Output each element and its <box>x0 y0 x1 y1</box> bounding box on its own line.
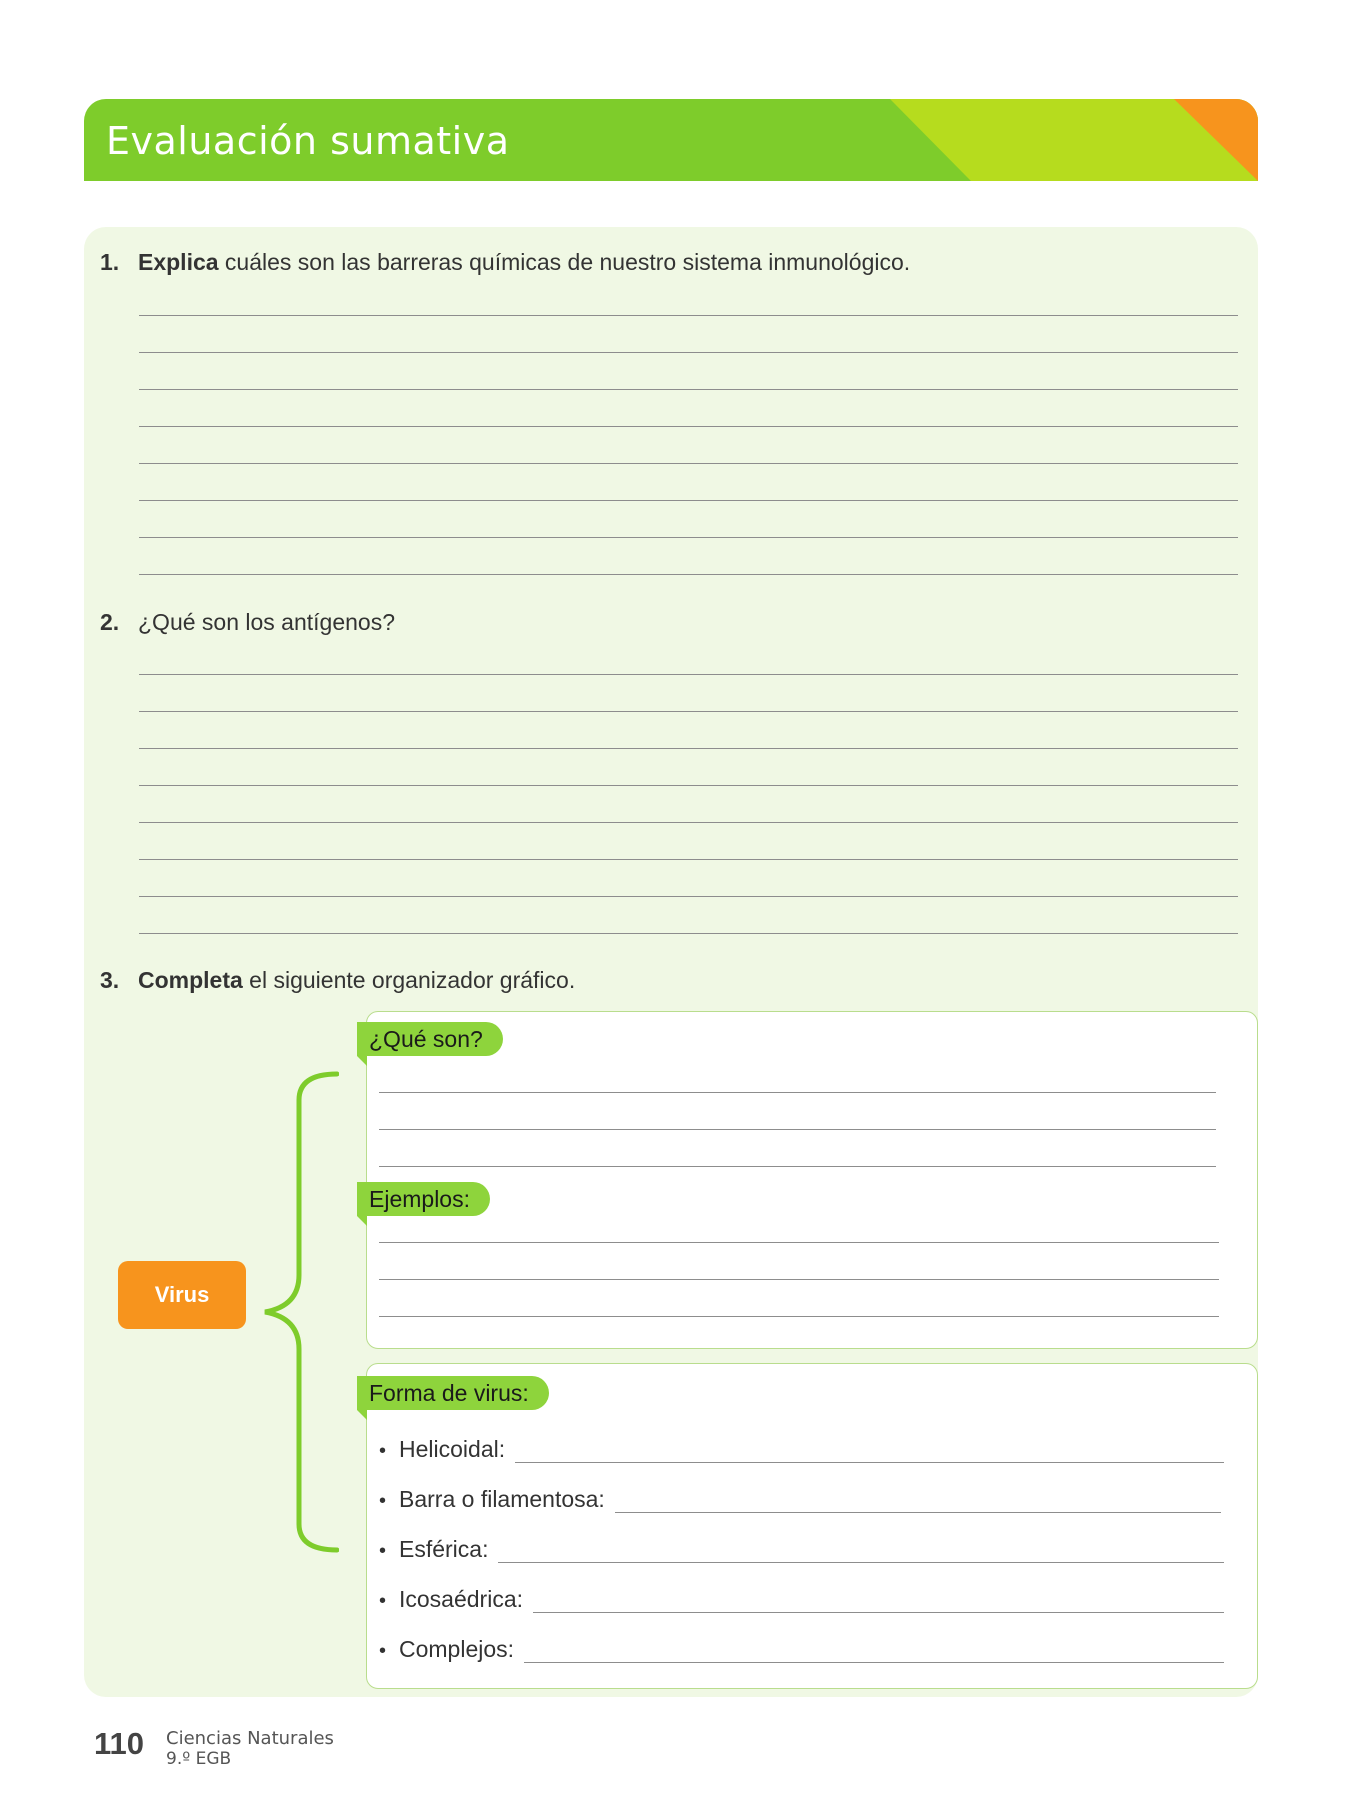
definition-lines[interactable] <box>379 1056 1216 1167</box>
question-3 <box>100 967 575 994</box>
shape-answer-line[interactable] <box>533 1587 1224 1613</box>
tag-tail <box>357 1410 367 1420</box>
answer-line[interactable] <box>139 279 1238 316</box>
bullet-icon: • <box>379 1440 387 1462</box>
tag-examples: Ejemplos: <box>357 1182 490 1216</box>
virus-node: Virus <box>118 1261 246 1329</box>
section-title: Evaluación sumativa <box>106 119 510 163</box>
shape-label: Esférica: <box>399 1536 489 1562</box>
shape-label: Complejos: <box>399 1636 515 1662</box>
answer-lines-1[interactable] <box>139 279 1238 575</box>
question-number: 1. <box>100 249 120 275</box>
answer-line[interactable] <box>139 675 1238 712</box>
footer-subject: Ciencias Naturales <box>166 1728 334 1749</box>
shape-label: Barra o filamentosa: <box>399 1486 605 1512</box>
answer-line[interactable] <box>139 316 1238 353</box>
bullet-icon: • <box>379 1540 387 1562</box>
footer-grade: 9.º EGB <box>166 1749 232 1769</box>
question-text: ¿Qué son los antígenos? <box>138 609 395 635</box>
activity-panel <box>84 227 1258 1697</box>
bullet-icon: • <box>379 1590 387 1612</box>
answer-line[interactable] <box>139 712 1238 749</box>
answer-lines-2[interactable] <box>139 638 1238 934</box>
shape-item <box>379 1586 1224 1613</box>
answer-line[interactable] <box>379 1093 1216 1130</box>
curly-brace <box>259 1070 339 1554</box>
question-verb: Explica <box>138 249 219 275</box>
tag-what-are: ¿Qué son? <box>357 1022 503 1056</box>
question-2 <box>100 609 395 636</box>
answer-line[interactable] <box>379 1243 1219 1280</box>
answer-line[interactable] <box>139 464 1238 501</box>
question-text: el siguiente organizador gráfico. <box>242 967 576 993</box>
tag-tail <box>357 1056 367 1066</box>
shape-item <box>379 1536 1224 1563</box>
answer-line[interactable] <box>139 353 1238 390</box>
shape-answer-line[interactable] <box>524 1637 1224 1663</box>
examples-lines[interactable] <box>379 1206 1219 1317</box>
shape-answer-line[interactable] <box>515 1437 1224 1463</box>
question-1 <box>100 249 910 276</box>
page-number: 110 <box>94 1726 145 1761</box>
answer-line[interactable] <box>379 1206 1219 1243</box>
bullet-icon: • <box>379 1490 387 1512</box>
shape-item <box>379 1436 1224 1463</box>
question-number: 3. <box>100 967 120 993</box>
shape-answer-line[interactable] <box>498 1537 1224 1563</box>
answer-line[interactable] <box>139 501 1238 538</box>
shapes-box <box>366 1363 1258 1689</box>
answer-line[interactable] <box>139 390 1238 427</box>
answer-line[interactable] <box>139 427 1238 464</box>
answer-line[interactable] <box>139 786 1238 823</box>
shape-label: Helicoidal: <box>399 1436 506 1462</box>
answer-line[interactable] <box>139 538 1238 575</box>
tag-tail <box>357 1216 367 1226</box>
answer-line[interactable] <box>139 860 1238 897</box>
answer-line[interactable] <box>379 1130 1216 1167</box>
bullet-icon: • <box>379 1640 387 1662</box>
answer-line[interactable] <box>139 823 1238 860</box>
question-number: 2. <box>100 609 120 635</box>
tag-virus-shapes: Forma de virus: <box>357 1376 549 1410</box>
shape-answer-line[interactable] <box>615 1487 1221 1513</box>
shape-item <box>379 1486 1221 1513</box>
answer-line[interactable] <box>139 897 1238 934</box>
section-header-banner <box>84 99 1258 181</box>
dua-subtitle: Acción y expresión <box>974 44 1186 70</box>
answer-line[interactable] <box>139 638 1238 675</box>
dua-label: DUA <box>1050 12 1110 42</box>
answer-line[interactable] <box>379 1056 1216 1093</box>
answer-line[interactable] <box>379 1280 1219 1317</box>
question-text: cuáles son las barreras químicas de nuestro sistema inmunológico. <box>218 249 911 275</box>
shape-label: Icosaédrica: <box>399 1586 524 1612</box>
shape-item <box>379 1636 1224 1663</box>
answer-line[interactable] <box>139 749 1238 786</box>
definition-box <box>366 1011 1258 1349</box>
question-verb: Completa <box>138 967 243 993</box>
